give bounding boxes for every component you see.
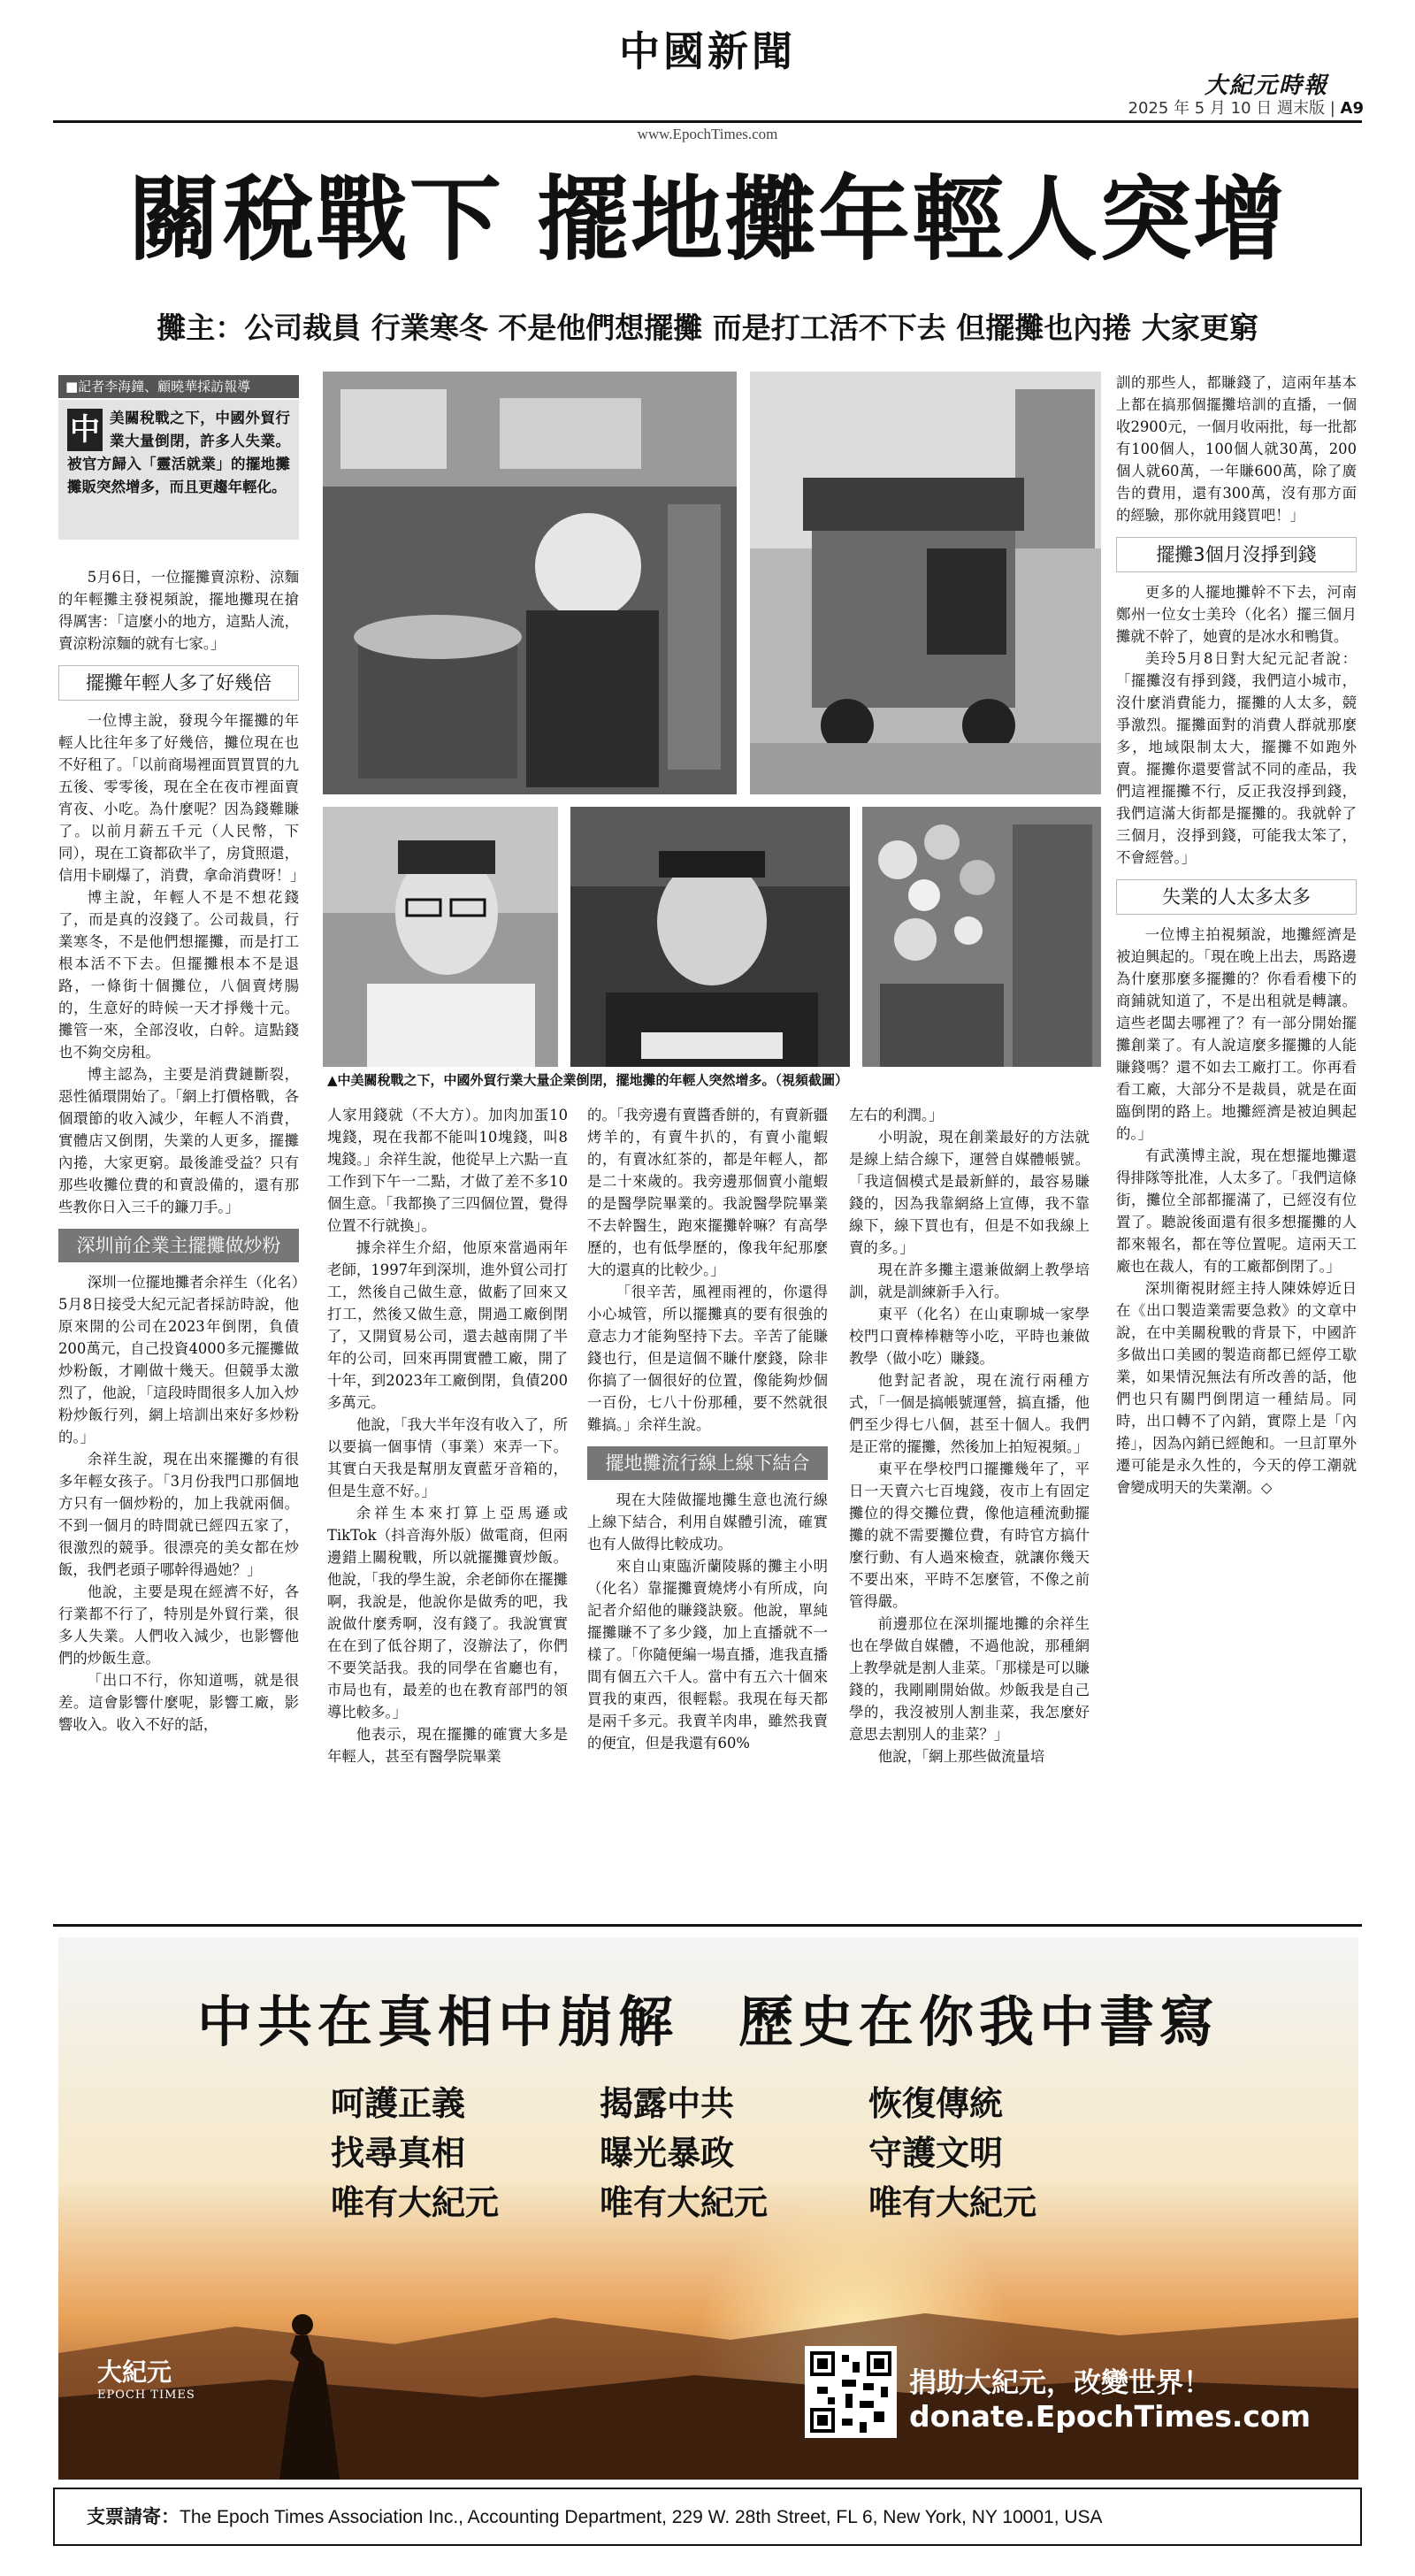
ad-slogan-group: 呵護正義 找尋真相 唯有大紀元 bbox=[331, 2084, 500, 2222]
paragraph: 余祥生說，現在出來擺攤的有很多年輕女孩子。「3月份我門口那個地方只有一個炒粉的，加上我就兩個。不到一個月的時間就已經四五家了，很激烈的競爭。很漂亮的美女都在炒飯，我們老頭子哪幹得過她？」 bbox=[58, 1451, 299, 1578]
photo-food-cart bbox=[750, 372, 1101, 794]
paragraph: 據余祥生介紹，他原來當過兩年老師，1997年到深圳，進外貿公司打工，然後自己做生意，做虧了回來又打工，然後又做生意，開過工廠倒閉了，又開貿易公司，還去越南開了半年的公司，回來再開實體工廠，開了十年，到2023年工廠倒閉，負債200多萬元。 bbox=[327, 1239, 568, 1411]
paragraph: 左右的利潤。」 bbox=[849, 1107, 944, 1123]
photo-vendor-night bbox=[570, 807, 850, 1067]
photo-young-vendor bbox=[323, 372, 737, 794]
intro-text: 美關稅戰之下，中國外貿行業大量倒閉，許多人失業。被官方歸入「靈活就業」的擺地攤攤販突然增多，而且更趨年輕化。 bbox=[67, 410, 290, 495]
section-title: 中國新聞 bbox=[619, 27, 796, 75]
paragraph: 他對記者說，現在流行兩種方式，「一個是搞帳號運營，搞直播，他們至少得七八個，甚至十個人。我們是正常的擺攤，然後加上拍短視頻。」 bbox=[849, 1372, 1090, 1455]
advertisement bbox=[58, 1937, 1358, 2480]
ad-title: 中共在真相中崩解 歷史在你我中書寫 bbox=[196, 1990, 1220, 2054]
donate-text: 捐助大紀元，改變世界！ bbox=[909, 2367, 1211, 2399]
paragraph: 「很辛苦，風裡雨裡的，你還得小心城管，所以擺攤真的要有很強的意志力才能夠堅持下去。辛苦了能賺錢也行，但是這個不賺什麼錢，除非你搞了一個很好的位置，像能夠炒個一百份，七八十份那種，要不然就很難搞。」余祥生說。 bbox=[587, 1284, 828, 1433]
photo-caption: ▲中美關稅戰之下，中國外貿行業大量企業倒閉，擺地攤的年輕人突然增多。（視頻截圖） bbox=[327, 1072, 849, 1088]
paragraph: 前邊那位在深圳擺地攤的余祥生也在學做自媒體，不過他說，那種網上教學就是割人韭菜。「那樣是可以賺錢的，我剛剛開始做。炒飯我是自己學的，我沒被別人割韭菜，我怎麼好意思去割別人的韭菜？」 bbox=[849, 1615, 1090, 1743]
paragraph: 小明說，現在創業最好的方法就是線上結合線下，運營自媒體帳號。「我這個模式是最新鮮的，最容易賺錢的，因為我靠網絡上宣傳，我不靠線下，線下買也有，但是不如我線上賣的多。」 bbox=[849, 1129, 1090, 1256]
paragraph: 他表示，現在擺攤的確實大多是年輕人，甚至有醫學院畢業 bbox=[327, 1726, 568, 1765]
ad-slogan-group: 揭露中共 曝光暴政 唯有大紀元 bbox=[600, 2084, 769, 2222]
paragraph: 現在大陸做擺地攤生意也流行線上線下結合，利用自媒體引流，確實也有人做得比較成功。 bbox=[587, 1491, 828, 1552]
byline: ■記者李海鐘、顧曉華採訪報導 bbox=[58, 375, 299, 398]
paragraph: 博主認為，主要是消費鏈斷裂，惡性循環開始了。「網上打價格戰，各個環節的收入減少，年輕人不消費，實體店又倒閉，失業的人更多，擺攤內捲，大家更窮。最後誰受益？只有那些收攤位費的和賣設備的，還有那些教你日入三千的鐮刀手。」 bbox=[58, 1066, 299, 1215]
mailing-address-box bbox=[53, 2488, 1362, 2546]
paragraph: 東平（化名）在山東聊城一家學校門口賣棒棒糖等小吃，平時也兼做教學（做小吃）賺錢。 bbox=[849, 1306, 1090, 1367]
subheading: 深圳前企業主擺攤做炒粉 bbox=[58, 1229, 299, 1262]
ad-slogan-group: 恢復傳統 守護文明 唯有大紀元 bbox=[868, 2084, 1037, 2222]
paragraph: 深圳衛視財經主持人陳姝婷近日在《出口製造業需要急救》的文章中說，在中美關稅戰的背景下，中國許多做出口美國的製造商都已經停工歇業，如果情況無法有所改善的話，他們也只有關門倒閉這一種結局。同時，出口轉不了內銷，實際上是「內捲」，因為內銷已經飽和。一旦訂單外遷可能是永久性的，今天的停工潮就會變成明天的失業潮。◇ bbox=[1116, 1280, 1357, 1496]
photo-candy-stall bbox=[862, 807, 1101, 1067]
paragraph: 他說，「我大半年沒有收入了，所以要搞一個事情（事業）來弄一下。其實白天我是幫朋友賣藍牙音箱的，但是生意不好。」 bbox=[327, 1416, 568, 1499]
footer-address: The Epoch Times Association Inc., Accounting Department, 229 W. 28th Street, FL 6, New York, NY 10001, USA bbox=[180, 2507, 1103, 2527]
article-column-3 bbox=[587, 1104, 828, 1754]
paragraph: 博主說，年輕人不是不想花錢了，而是真的沒錢了。公司裁員，行業寒冬，不是他們想擺攤，而是打工根本活不下去。但擺攤根本不是退路，一條街十個攤位，八個賣烤腸的，生意好的時候一天才掙幾十元。攤管一來，全部沒收，白幹。這點錢也不夠交房租。 bbox=[58, 889, 299, 1061]
paragraph: 訓的那些人，都賺錢了，這兩年基本上都在搞那個擺攤培訓的直播，一個收2900元，一個月收兩批，每一批都有100個人，100個人就30萬，200個人就60萬，一年賺600萬，除了廣告的費用，還有300萬，沒有那方面的經驗，那你就用錢買吧！」 bbox=[1116, 374, 1357, 524]
paragraph: 一位博主拍視頻說，地攤經濟是被迫興起的。「現在晚上出去，馬路邊為什麼那麼多擺攤的？你看看樓下的商鋪就知道了，不是出租就是轉讓。這些老闆去哪裡了？有一部分開始擺攤創業了。有人說這麼多擺攤的人能賺錢嗎？還不如去工廠打工。你再看看工廠，大部分不是裁員，就是在面臨倒閉的路上。地攤經濟是被迫興起的。」 bbox=[1116, 926, 1357, 1142]
masthead-rule bbox=[53, 120, 1362, 123]
paragraph: 美玲5月8日對大紀元記者說：「擺攤沒有掙到錢，我們這小城市，沒什麼消費能力，擺攤的人太多，競爭激烈。擺攤面對的消費人群就那麼多，地域限制太大，擺攤不如跑外賣。擺攤你還要嘗試不同的產品，我們這裡擺攤不行，反正我沒掙到錢，我們這滿大街都是擺攤的。我就幹了三個月，沒掙到錢，可能我太笨了，不會經營。」 bbox=[1116, 650, 1357, 866]
paragraph: 5月6日，一位擺攤賣涼粉、涼麵的年輕攤主發視頻說，擺地攤現在搶得厲害：「這麼小的地方，這點人流，賣涼粉涼麵的就有七家。」 bbox=[58, 569, 299, 652]
paragraph: 更多的人擺地攤幹不下去，河南鄭州一位女士美玲（化名）擺三個月攤就不幹了，她賣的是冰水和鴨貨。 bbox=[1116, 584, 1357, 645]
paragraph: 來自山東臨沂蘭陵縣的攤主小明（化名）靠擺攤賣燒烤小有所成，向記者介紹他的賺錢訣竅。他說，單純擺攤賺不了多少錢，加上直播就不一樣了。「你隨便編一場直播，進我直播間有個五六千人。當中有五六十個來買我的東西，很輕鬆。我現在每天都是兩千多元。我賣羊肉串，雖然我賣的便宜，但是我還有60% bbox=[587, 1558, 828, 1752]
ad-divider bbox=[53, 1924, 1362, 1927]
paragraph: 他說，主要是現在經濟不好，各行業都不行了，特別是外貿行業，很多人失業。人們收入減少，也影響他們的炒飯生意。 bbox=[58, 1583, 299, 1667]
page-number: A9 bbox=[1340, 99, 1364, 118]
article-column-4 bbox=[849, 1104, 1090, 1767]
paragraph: 人家用錢就（不大方）。加肉加蛋10塊錢，現在我都不能叫10塊錢，叫8塊錢。」余祥生說，他從早上六點一直工作到下午一二點，才做了差不多10個生意。「我都換了三四個位置，覺得位置不行就換」。 bbox=[327, 1107, 568, 1234]
donate-link[interactable]: donate.EpochTimes.com bbox=[909, 2399, 1312, 2434]
drop-cap: 中 bbox=[67, 409, 103, 451]
site-url: www.EpochTimes.com bbox=[637, 126, 778, 142]
subheading: 擺地攤流行線上線下結合 bbox=[587, 1446, 828, 1480]
paragraph: 余祥生本來打算上亞馬遜或TikTok（抖音海外版）做電商，但兩邊錯上關稅戰，所以就擺攤賣炒飯。他說，「我的學生說，余老師你在擺攤啊，我說是，他說你是做秀的吧，我說做什麼秀啊，沒有錢了。我說實實在在到了低谷期了，沒辦法了，你們不要笑話我。我的同學在省廳也有，市局也有，最差的也在教育部門的領導比較多。」 bbox=[327, 1505, 568, 1721]
masthead-logo: 大紀元時報 bbox=[1205, 73, 1329, 99]
paragraph: 東平在學校門口擺攤幾年了，平日一天賣六七百塊錢，夜市上有固定攤位的得交攤位費，像他這種流動擺攤的就不需要攤位費，有時官方搞什麼行動、有人過來檢查，就讓你幾天不要出來，平時不怎麼管，不像之前管得嚴。 bbox=[849, 1460, 1090, 1610]
subheading: 擺攤3個月沒掙到錢 bbox=[1116, 537, 1357, 572]
paragraph: 現在許多攤主還兼做網上教學培訓，就是訓練新手入行。 bbox=[849, 1261, 1090, 1300]
paragraph: 深圳一位擺地攤者余祥生（化名）5月8日接受大紀元記者採訪時說，他原來開的公司在2023年倒閉，負債200萬元，自己投資4000多元擺攤做炒粉飯，才剛做十幾天。但競爭太激烈了，他說，「這段時間很多人加入炒粉炒飯行列，網上培訓出來好多炒粉的。」 bbox=[58, 1274, 299, 1445]
qr-code-icon[interactable] bbox=[805, 2346, 897, 2438]
subheadline: 攤主：公司裁員 行業寒冬 不是他們想擺攤 而是打工活不下去 但擺攤也內捲 大家更窮 bbox=[157, 310, 1258, 345]
issue-date: 2025 年 5 月 10 日 週末版 bbox=[1128, 99, 1325, 118]
subheading: 擺攤年輕人多了好幾倍 bbox=[58, 665, 299, 701]
paragraph: 「出口不行，你知道嗎，就是很差。這會影響什麼呢，影響工廠，影響收入。收入不好的話， bbox=[58, 1672, 299, 1733]
paragraph: 有武漢博主說，現在想擺地攤還得排隊等批准，人太多了。「我們這條街，攤位全部都擺滿了，已經沒有位置了。聽說後面還有很多想擺攤的人都來報名，都在等位置呢。這兩天工廠也在裁人，有的工廠都倒閉了。」 bbox=[1116, 1147, 1357, 1275]
photo-man-glasses bbox=[323, 807, 558, 1067]
article-column-5 bbox=[1116, 372, 1357, 1499]
headline: 關稅戰下 擺地攤年輕人突增 bbox=[127, 165, 1288, 273]
subheading: 失業的人太多太多 bbox=[1116, 879, 1357, 915]
paragraph: 一位博主說，發現今年擺攤的年輕人比往年多了好幾倍，攤位現在也不好租了。「以前商場裡面買買買的九五後、零零後，現在全在夜市裡面賣宵夜、小吃。為什麼呢？因為錢難賺了。以前月薪五千元（人民幣，下同），現在工資都砍半了，房貸照還，信用卡刷爆了，消費，拿命消費呀！」 bbox=[58, 712, 305, 884]
paragraph: 他說，「網上那些做流量培 bbox=[877, 1748, 1045, 1765]
paragraph: 的。「我旁邊有賣醬香餅的，有賣新疆烤羊的，有賣牛扒的，有賣小龍蝦的，有賣冰紅茶的，都是年輕人，都是二十來歲的。我旁邊那個賣小龍蝦的是醫學院畢業的。我說醫學院畢業不去幹醫生，跑來擺攤幹嘛？有高學歷的，也有低學歷的，像我年紀那麼大的還真的比較少。」 bbox=[587, 1107, 828, 1278]
epoch-logo: 大紀元 EPOCH TIMES bbox=[97, 2358, 195, 2402]
dateline: 2025 年 5 月 10 日 週末版 | A9 bbox=[1128, 99, 1364, 118]
footer-label: 支票請寄： bbox=[87, 2506, 180, 2527]
intro-box bbox=[58, 400, 299, 540]
article-column-1 bbox=[58, 566, 305, 1736]
article-column-2 bbox=[327, 1104, 568, 1767]
